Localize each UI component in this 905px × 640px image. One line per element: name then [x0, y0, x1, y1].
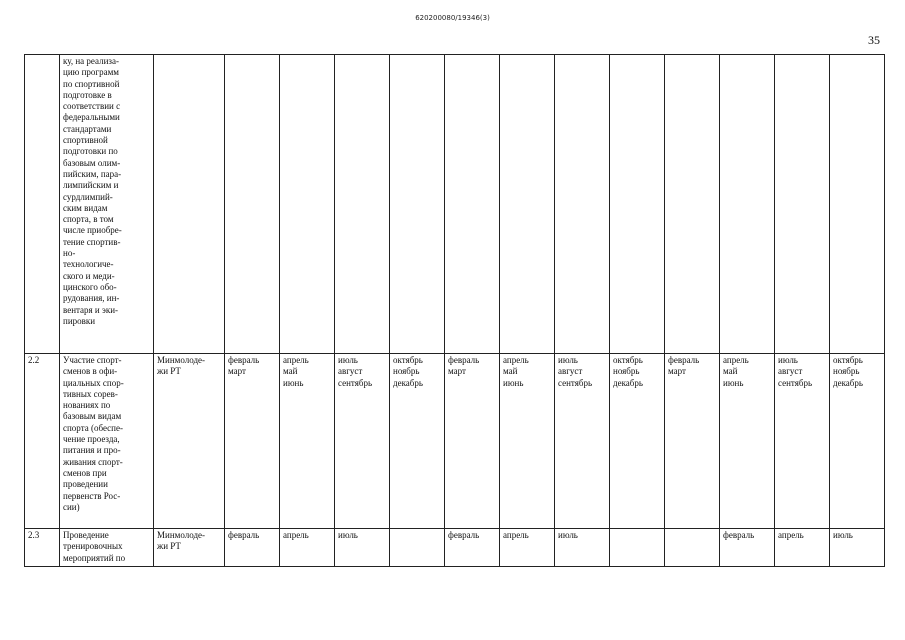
- period-cell: [720, 55, 775, 354]
- period-cell: [390, 529, 445, 567]
- period-cell: февраль март: [665, 354, 720, 529]
- document-code: 620200080/19346(3): [415, 14, 490, 22]
- period-cell: февраль: [225, 529, 280, 567]
- period-cell: июль: [555, 529, 610, 567]
- activity-description: ку, на реализа- цию программ по спортивной подготовке в соответствии с федеральными стандартами спортивной подготовки по базовым олим- пийским, пара- лимпийским и сурдлимпий- ским видам спорта, в том числе приобре- тение спортив- но- технологиче- ского и меди- цинского обо- рудования, ин- вентаря и эки- пировки: [60, 55, 154, 354]
- period-cell: февраль: [720, 529, 775, 567]
- period-cell: [445, 55, 500, 354]
- period-cell: [665, 55, 720, 354]
- period-cell: [280, 55, 335, 354]
- period-cell: апрель май июнь: [280, 354, 335, 529]
- table-row: [25, 55, 885, 354]
- period-cell: июль август сентябрь: [775, 354, 830, 529]
- period-cell: [555, 55, 610, 354]
- period-cell: [775, 55, 830, 354]
- period-cell: [610, 55, 665, 354]
- period-cell: октябрь ноябрь декабрь: [390, 354, 445, 529]
- executor-cell: [154, 55, 225, 354]
- period-cell: [390, 55, 445, 354]
- period-cell: [665, 529, 720, 567]
- table-row: [25, 529, 885, 567]
- period-cell: апрель: [775, 529, 830, 567]
- period-cell: июль: [830, 529, 885, 567]
- row-number: 2.3: [25, 529, 60, 567]
- period-cell: апрель май июнь: [720, 354, 775, 529]
- period-cell: [610, 529, 665, 567]
- period-cell: [225, 55, 280, 354]
- period-cell: июль: [335, 529, 390, 567]
- row-number: 2.2: [25, 354, 60, 529]
- period-cell: [500, 55, 555, 354]
- period-cell: июль август сентябрь: [555, 354, 610, 529]
- page-number: 35: [868, 33, 880, 47]
- period-cell: апрель: [280, 529, 335, 567]
- activity-description: Участие спорт- сменов в офи- циальных спор- тивных сорев- нованиях по базовым видам спорта (обеспе- чение проезда, питания и про- живания спорт- сменов при проведении первенств Рос- сии): [60, 354, 154, 529]
- period-cell: февраль: [445, 529, 500, 567]
- executor-cell: Минмолоде- жи РТ: [154, 529, 225, 567]
- period-cell: апрель май июнь: [500, 354, 555, 529]
- table-row: [25, 354, 885, 529]
- period-cell: февраль март: [445, 354, 500, 529]
- executor-cell: Минмолоде- жи РТ: [154, 354, 225, 529]
- activity-description: Проведение тренировочных мероприятий по: [60, 529, 154, 567]
- period-cell: апрель: [500, 529, 555, 567]
- period-cell: [335, 55, 390, 354]
- schedule-table: [24, 54, 885, 567]
- period-cell: июль август сентябрь: [335, 354, 390, 529]
- period-cell: октябрь ноябрь декабрь: [830, 354, 885, 529]
- period-cell: [830, 55, 885, 354]
- row-number: [25, 55, 60, 354]
- period-cell: октябрь ноябрь декабрь: [610, 354, 665, 529]
- period-cell: февраль март: [225, 354, 280, 529]
